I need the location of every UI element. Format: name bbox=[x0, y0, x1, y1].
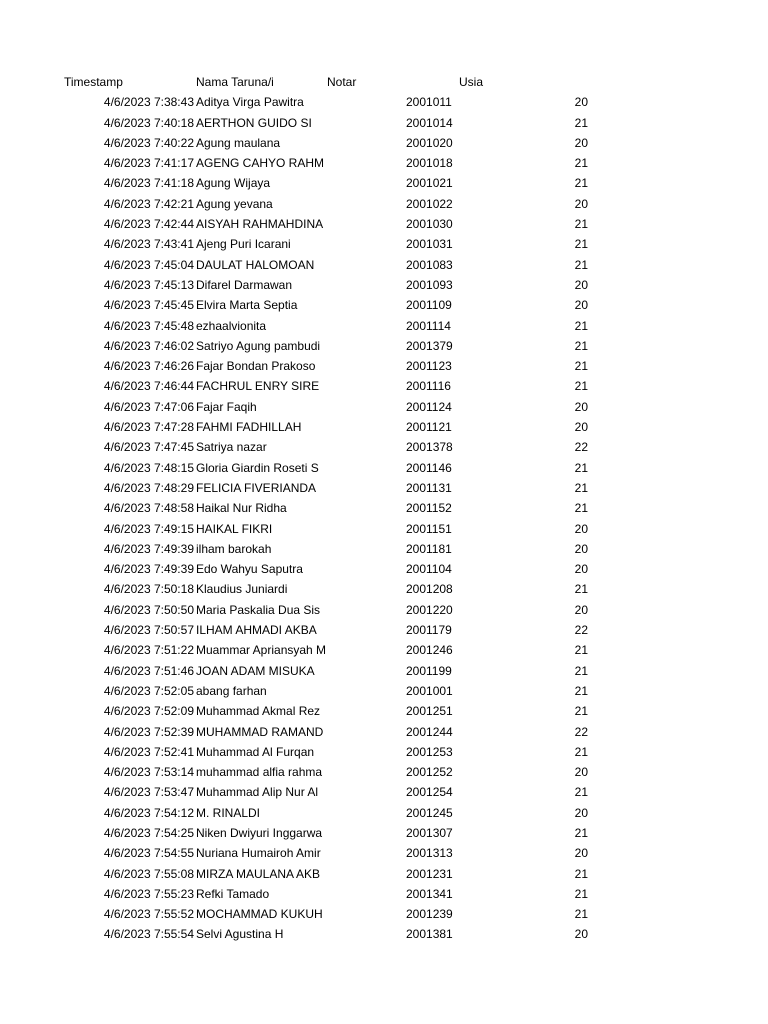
name-cell: MUHAMMAD RAMAND bbox=[196, 724, 324, 739]
table-row bbox=[0, 600, 768, 620]
table-row bbox=[0, 701, 768, 721]
notar-cell: 2001014 bbox=[406, 115, 453, 130]
notar-cell: 2001199 bbox=[406, 663, 452, 678]
name-cell: ezhaalvionita bbox=[196, 318, 267, 333]
timestamp-cell: 4/6/2023 7:46:26 bbox=[103, 359, 194, 374]
usia-cell: 21 bbox=[574, 643, 588, 658]
notar-cell: 2001220 bbox=[406, 602, 453, 617]
table-row bbox=[0, 295, 768, 315]
timestamp-cell: 4/6/2023 7:53:47 bbox=[103, 785, 194, 800]
table-row bbox=[0, 336, 768, 356]
notar-cell: 2001381 bbox=[406, 927, 453, 942]
notar-cell: 2001093 bbox=[406, 277, 453, 292]
table-row bbox=[0, 539, 768, 559]
usia-cell: 21 bbox=[574, 683, 588, 698]
table-row bbox=[0, 173, 768, 193]
usia-cell: 21 bbox=[574, 582, 588, 597]
name-cell: Difarel Darmawan bbox=[196, 277, 293, 292]
name-cell: Elvira Marta Septia bbox=[196, 298, 298, 313]
notar-cell: 2001121 bbox=[406, 420, 452, 435]
timestamp-cell: 4/6/2023 7:42:21 bbox=[103, 196, 194, 211]
notar-cell: 2001152 bbox=[406, 501, 452, 516]
table-row bbox=[0, 113, 768, 133]
table-row bbox=[0, 620, 768, 640]
usia-cell: 21 bbox=[574, 501, 588, 516]
notar-cell: 2001001 bbox=[406, 683, 453, 698]
timestamp-cell: 4/6/2023 7:48:15 bbox=[103, 460, 194, 475]
usia-cell: 22 bbox=[574, 440, 588, 455]
name-cell: AERTHON GUIDO SI bbox=[196, 115, 312, 130]
timestamp-cell: 4/6/2023 7:40:18 bbox=[103, 115, 194, 130]
name-cell: MOCHAMMAD KUKUH bbox=[196, 907, 323, 922]
table-row bbox=[0, 397, 768, 417]
table-row bbox=[0, 823, 768, 843]
notar-cell: 2001124 bbox=[406, 399, 452, 414]
notar-cell: 2001021 bbox=[406, 176, 453, 191]
timestamp-cell: 4/6/2023 7:54:25 bbox=[103, 825, 194, 840]
name-cell: AISYAH RAHMAHDINA bbox=[196, 217, 324, 232]
usia-cell: 21 bbox=[574, 115, 588, 130]
timestamp-cell: 4/6/2023 7:50:50 bbox=[103, 602, 194, 617]
usia-cell: 21 bbox=[574, 744, 588, 759]
usia-cell: 20 bbox=[574, 399, 588, 414]
usia-cell: 20 bbox=[574, 602, 588, 617]
timestamp-cell: 4/6/2023 7:47:06 bbox=[103, 399, 194, 414]
usia-cell: 21 bbox=[574, 338, 588, 353]
notar-cell: 2001244 bbox=[406, 724, 453, 739]
usia-cell: 20 bbox=[574, 135, 588, 150]
usia-cell: 21 bbox=[574, 460, 588, 475]
name-cell: Gloria Giardin Roseti S bbox=[196, 460, 319, 475]
usia-cell: 21 bbox=[574, 785, 588, 800]
usia-cell: 21 bbox=[574, 257, 588, 272]
name-cell: Refki Tamado bbox=[196, 886, 270, 901]
timestamp-cell: 4/6/2023 7:45:13 bbox=[103, 277, 194, 292]
timestamp-cell: 4/6/2023 7:48:58 bbox=[103, 501, 194, 516]
table-row bbox=[0, 437, 768, 457]
timestamp-cell: 4/6/2023 7:49:39 bbox=[103, 541, 194, 556]
notar-cell: 2001030 bbox=[406, 217, 453, 232]
name-cell: Muhammad Alip Nur Al bbox=[196, 785, 319, 800]
name-cell: Fajar Faqih bbox=[196, 399, 257, 414]
name-cell: Fajar Bondan Prakoso bbox=[196, 359, 316, 374]
timestamp-cell: 4/6/2023 7:55:52 bbox=[103, 907, 194, 922]
timestamp-cell: 4/6/2023 7:49:39 bbox=[103, 562, 194, 577]
timestamp-cell: 4/6/2023 7:53:14 bbox=[103, 765, 194, 780]
usia-cell: 20 bbox=[574, 927, 588, 942]
timestamp-cell: 4/6/2023 7:52:09 bbox=[103, 704, 194, 719]
usia-cell: 20 bbox=[574, 562, 588, 577]
name-cell: Niken Dwiyuri Inggarwa bbox=[196, 825, 323, 840]
timestamp-cell: 4/6/2023 7:55:08 bbox=[103, 866, 194, 881]
name-cell: Muhammad Akmal Rez bbox=[196, 704, 321, 719]
table-row bbox=[0, 133, 768, 153]
table-row bbox=[0, 722, 768, 742]
usia-cell: 21 bbox=[574, 704, 588, 719]
name-cell: Agung yevana bbox=[196, 196, 273, 211]
usia-cell: 21 bbox=[574, 379, 588, 394]
name-cell: JOAN ADAM MISUKA bbox=[196, 663, 315, 678]
table-row bbox=[0, 681, 768, 701]
usia-cell: 20 bbox=[574, 805, 588, 820]
notar-cell: 2001378 bbox=[406, 440, 453, 455]
table-row bbox=[0, 559, 768, 579]
notar-cell: 2001104 bbox=[406, 562, 452, 577]
name-cell: Agung maulana bbox=[196, 135, 281, 150]
table-row bbox=[0, 92, 768, 112]
table-row bbox=[0, 904, 768, 924]
timestamp-cell: 4/6/2023 7:42:44 bbox=[103, 217, 194, 232]
name-cell: M. RINALDI bbox=[196, 805, 261, 820]
usia-cell: 21 bbox=[574, 886, 588, 901]
notar-cell: 2001020 bbox=[406, 135, 453, 150]
usia-cell: 20 bbox=[574, 95, 588, 110]
usia-cell: 21 bbox=[574, 359, 588, 374]
usia-cell: 21 bbox=[574, 176, 588, 191]
notar-cell: 2001131 bbox=[406, 480, 452, 495]
table-row bbox=[0, 864, 768, 884]
table-row bbox=[0, 458, 768, 478]
table-row bbox=[0, 214, 768, 234]
usia-cell: 21 bbox=[574, 156, 588, 171]
table-row bbox=[0, 803, 768, 823]
notar-cell: 2001116 bbox=[406, 379, 451, 394]
table-row bbox=[0, 194, 768, 214]
table-row bbox=[0, 356, 768, 376]
usia-cell: 20 bbox=[574, 196, 588, 211]
timestamp-cell: 4/6/2023 7:45:45 bbox=[103, 298, 194, 313]
notar-cell: 2001123 bbox=[406, 359, 452, 374]
notar-cell: 2001252 bbox=[406, 765, 453, 780]
timestamp-cell: 4/6/2023 7:43:41 bbox=[103, 237, 194, 252]
name-cell: abang farhan bbox=[196, 683, 267, 698]
timestamp-cell: 4/6/2023 7:54:55 bbox=[103, 846, 194, 861]
header-notar: Notar bbox=[327, 75, 357, 89]
name-cell: FELICIA FIVERIANDA bbox=[196, 480, 317, 495]
notar-cell: 2001022 bbox=[406, 196, 453, 211]
table-row bbox=[0, 843, 768, 863]
timestamp-cell: 4/6/2023 7:38:43 bbox=[103, 95, 194, 110]
notar-cell: 2001179 bbox=[406, 623, 452, 638]
timestamp-cell: 4/6/2023 7:55:54 bbox=[103, 927, 194, 942]
timestamp-cell: 4/6/2023 7:54:12 bbox=[103, 805, 194, 820]
usia-cell: 22 bbox=[574, 724, 588, 739]
usia-cell: 22 bbox=[574, 623, 588, 638]
usia-cell: 20 bbox=[574, 765, 588, 780]
usia-cell: 20 bbox=[574, 521, 588, 536]
timestamp-cell: 4/6/2023 7:52:41 bbox=[103, 744, 194, 759]
notar-cell: 2001246 bbox=[406, 643, 453, 658]
usia-cell: 21 bbox=[574, 318, 588, 333]
timestamp-cell: 4/6/2023 7:46:44 bbox=[103, 379, 194, 394]
name-cell: Muammar Apriansyah M bbox=[196, 643, 327, 658]
timestamp-cell: 4/6/2023 7:45:04 bbox=[103, 257, 194, 272]
table-row bbox=[0, 579, 768, 599]
notar-cell: 2001031 bbox=[406, 237, 453, 252]
table-row bbox=[0, 884, 768, 904]
usia-cell: 21 bbox=[574, 480, 588, 495]
name-cell: HAIKAL FIKRI bbox=[196, 521, 273, 536]
table-row bbox=[0, 478, 768, 498]
name-cell: Klaudius Juniardi bbox=[196, 582, 288, 597]
table-row bbox=[0, 762, 768, 782]
timestamp-cell: 4/6/2023 7:55:23 bbox=[103, 886, 194, 901]
timestamp-cell: 4/6/2023 7:51:46 bbox=[103, 663, 194, 678]
notar-cell: 2001151 bbox=[406, 521, 452, 536]
notar-cell: 2001231 bbox=[406, 866, 453, 881]
table-row bbox=[0, 316, 768, 336]
timestamp-cell: 4/6/2023 7:47:45 bbox=[103, 440, 194, 455]
notar-cell: 2001341 bbox=[406, 886, 453, 901]
usia-cell: 20 bbox=[574, 298, 588, 313]
timestamp-cell: 4/6/2023 7:45:48 bbox=[103, 318, 194, 333]
timestamp-cell: 4/6/2023 7:46:02 bbox=[103, 338, 194, 353]
usia-cell: 21 bbox=[574, 866, 588, 881]
name-cell: Maria Paskalia Dua Sis bbox=[196, 602, 321, 617]
name-cell: Satriya nazar bbox=[196, 440, 267, 455]
header-row bbox=[0, 72, 768, 92]
name-cell: AGENG CAHYO RAHM bbox=[196, 156, 325, 171]
usia-cell: 21 bbox=[574, 825, 588, 840]
notar-cell: 2001146 bbox=[406, 460, 452, 475]
timestamp-cell: 4/6/2023 7:51:22 bbox=[103, 643, 194, 658]
table-row bbox=[0, 519, 768, 539]
header-usia: Usia bbox=[459, 75, 484, 89]
table-row bbox=[0, 640, 768, 660]
timestamp-cell: 4/6/2023 7:50:18 bbox=[103, 582, 194, 597]
name-cell: muhammad alfia rahma bbox=[196, 765, 323, 780]
table-row bbox=[0, 255, 768, 275]
name-cell: FACHRUL ENRY SIRE bbox=[196, 379, 320, 394]
name-cell: MIRZA MAULANA AKB bbox=[196, 866, 321, 881]
timestamp-cell: 4/6/2023 7:41:18 bbox=[103, 176, 194, 191]
header-timestamp: Timestamp bbox=[64, 75, 123, 89]
notar-cell: 2001083 bbox=[406, 257, 453, 272]
notar-cell: 2001254 bbox=[406, 785, 453, 800]
timestamp-cell: 4/6/2023 7:52:05 bbox=[103, 683, 194, 698]
table-row bbox=[0, 782, 768, 802]
usia-cell: 21 bbox=[574, 237, 588, 252]
usia-cell: 20 bbox=[574, 277, 588, 292]
usia-cell: 21 bbox=[574, 907, 588, 922]
table-row bbox=[0, 417, 768, 437]
table-row bbox=[0, 153, 768, 173]
name-cell: Ajeng Puri Icarani bbox=[196, 237, 291, 252]
timestamp-cell: 4/6/2023 7:52:39 bbox=[103, 724, 194, 739]
notar-cell: 2001253 bbox=[406, 744, 453, 759]
notar-cell: 2001011 bbox=[406, 95, 452, 110]
timestamp-cell: 4/6/2023 7:41:17 bbox=[103, 156, 194, 171]
name-cell: FAHMI FADHILLAH bbox=[196, 420, 302, 435]
table-body bbox=[0, 92, 768, 944]
notar-cell: 2001239 bbox=[406, 907, 453, 922]
name-cell: Haikal Nur Ridha bbox=[196, 501, 287, 516]
notar-cell: 2001208 bbox=[406, 582, 453, 597]
name-cell: DAULAT HALOMOAN bbox=[196, 257, 315, 272]
name-cell: Aditya Virga Pawitra bbox=[196, 95, 304, 110]
timestamp-cell: 4/6/2023 7:49:15 bbox=[103, 521, 194, 536]
timestamp-cell: 4/6/2023 7:40:22 bbox=[103, 135, 194, 150]
notar-cell: 2001379 bbox=[406, 338, 453, 353]
notar-cell: 2001307 bbox=[406, 825, 453, 840]
notar-cell: 2001109 bbox=[406, 298, 452, 313]
table-row bbox=[0, 742, 768, 762]
notar-cell: 2001018 bbox=[406, 156, 453, 171]
table-row bbox=[0, 924, 768, 944]
usia-cell: 21 bbox=[574, 217, 588, 232]
table-row bbox=[0, 498, 768, 518]
notar-cell: 2001114 bbox=[406, 318, 451, 333]
usia-cell: 21 bbox=[574, 663, 588, 678]
name-cell: ILHAM AHMADI AKBA bbox=[196, 623, 317, 638]
name-cell: Selvi Agustina H bbox=[196, 927, 284, 942]
timestamp-cell: 4/6/2023 7:48:29 bbox=[103, 480, 194, 495]
name-cell: Nuriana Humairoh Amir bbox=[196, 846, 321, 861]
usia-cell: 20 bbox=[574, 846, 588, 861]
name-cell: ilham barokah bbox=[196, 541, 272, 556]
spreadsheet bbox=[0, 72, 768, 945]
header-name: Nama Taruna/i bbox=[196, 75, 274, 89]
table-row bbox=[0, 376, 768, 396]
usia-cell: 20 bbox=[574, 541, 588, 556]
name-cell: Agung Wijaya bbox=[196, 176, 271, 191]
name-cell: Edo Wahyu Saputra bbox=[196, 562, 303, 577]
name-cell: Muhammad Al Furqan bbox=[196, 744, 315, 759]
name-cell: Satriyo Agung pambudi bbox=[196, 338, 321, 353]
timestamp-cell: 4/6/2023 7:50:57 bbox=[103, 623, 194, 638]
notar-cell: 2001181 bbox=[406, 541, 452, 556]
table-row bbox=[0, 661, 768, 681]
notar-cell: 2001313 bbox=[406, 846, 453, 861]
timestamp-cell: 4/6/2023 7:47:28 bbox=[103, 420, 194, 435]
notar-cell: 2001245 bbox=[406, 805, 453, 820]
usia-cell: 20 bbox=[574, 420, 588, 435]
table-row bbox=[0, 275, 768, 295]
table-row bbox=[0, 234, 768, 254]
notar-cell: 2001251 bbox=[406, 704, 453, 719]
